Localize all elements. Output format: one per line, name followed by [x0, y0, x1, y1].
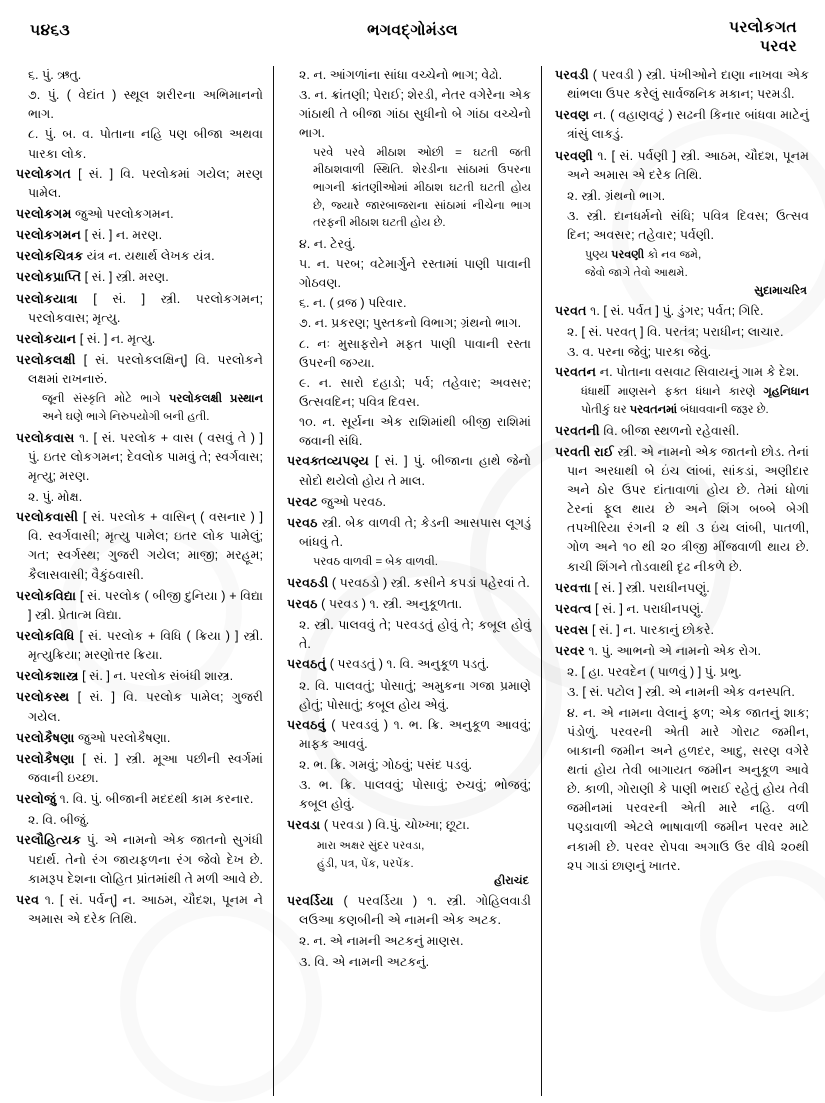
- dictionary-entry: [16, 247, 263, 266]
- dictionary-entry: [555, 443, 809, 577]
- headword: પરલોકૈષણા: [16, 751, 75, 766]
- dictionary-entry: [16, 429, 263, 486]
- dictionary-entry: [287, 655, 531, 674]
- verse-line: હુંડી, પત્ર, પેંક, પરપેંક.: [317, 857, 414, 870]
- sense-line: ૩. વ. પરના જેવું; પારકા જેવું.: [567, 344, 712, 359]
- definition-text: [ સં. ] સ્ત્રી. મરણ.: [81, 270, 169, 285]
- definition-text: ( પરવઠડો ) સ્ત્રી. કસીને કપડાં પહેરવાં તે.: [328, 575, 530, 590]
- headword: પરવઠડી: [287, 575, 329, 590]
- sense-line: ૯. ન. સારો દહાડો; પર્વ; તહેવાર; અવસર; ઉત્સવદિન; પવિત્ર દિવસ.: [299, 375, 531, 410]
- headword: પરવ: [16, 892, 40, 907]
- dictionary-entry: [16, 205, 263, 224]
- dictionary-entry: [16, 268, 263, 287]
- sense-line: ૩. વિ. એ નામની અટકનું.: [299, 954, 430, 969]
- sense-line: ૨. સ્ત્રી. ગ્રંથનો ભાગ.: [567, 188, 666, 203]
- definition-text: [ સં. ] સ્ત્રી. પરલોકગમન; પરલોકવાસ; મૃત્યુ.: [28, 291, 263, 325]
- definition-text: સ્ત્રી. એ નામનો એક જાતનો છોડ. તેનાં પાન અરધાથી બે ઇંચ લાંબાં, સાંકડાં, અણીદાર અને ઠોર ઉપર દાંતાવાળાં હોય છે. તેમાં ધોળાં ટેરનાં ફૂલ થાય છે અને શિંગ બબ્બે બેગી તપખીરિયા રંગની ૨ થી ૩ ઇંચ લાંબી, પાતળી, ગોળ અને ૧૦ થી ૨૦ ત્રીજી મીંજવાળી થાય છે. કાચી શિંગને તોડવાથી દૃઢ નીકળે છે.: [567, 444, 809, 574]
- dictionary-entry: [16, 330, 263, 349]
- sense-line: ૮. પું. બ. વ. પોતાના નહિ પણ બીજા અથવા પારકા લોક.: [28, 127, 263, 161]
- definition-text: જુઓ પરવઠ.: [317, 494, 386, 509]
- definition-text: [ સં. ] પું. બીજાના હાથે જેનો સોદો થયેલો હોય તે માલ.: [299, 454, 531, 488]
- dictionary-entry: [287, 514, 531, 552]
- definition-text: [ સં. ] વિ. પરલોકમાં ગયેલ; મરણ પામેલ.: [28, 166, 263, 200]
- headword: પરલોકશાસ્ત્ર: [16, 669, 79, 684]
- headword: પરલોકલક્ષી: [16, 352, 76, 367]
- headword: પરલોકગમન: [16, 228, 82, 243]
- verse-line: જેવો જાગે તેવો આથમે.: [585, 267, 688, 280]
- definition-text: ન. પોતાના વસવાટ સિવાયનું ગામ કે દેશ.: [596, 365, 800, 380]
- dictionary-entry: [555, 422, 809, 441]
- verse-line: મારા અક્ષર સુંદર પરવડા,: [317, 839, 425, 852]
- headword: પરલોકવાસ: [16, 430, 75, 445]
- definition-text: જુઓ પરલોકૈષણા.: [74, 730, 171, 745]
- citation-block: પ્રસ્થાન જૂની સંસ્કૃતિ મોટે ભાગે પરલોકલક્ષી અને ઘણે ભાગે નિરુપયોગી બની હતી.: [42, 393, 263, 423]
- headword: પરવત્તા: [555, 580, 592, 595]
- definition-text: [ સં. ] સ્ત્રી. પરાધીનપણું.: [591, 580, 710, 595]
- catchword-first: પરલોકગત: [728, 19, 797, 36]
- definition-text: ન. ( વહાણવટું ) સઢની કિનાર બાંધવા માટેનું ત્રાંસું લાકડું.: [567, 108, 809, 142]
- headword: પરલોકવિધિ: [16, 629, 75, 643]
- definition-text: [ સં. ] ન. મૃત્યુ.: [76, 331, 156, 346]
- definition-text: ૧. [ સં. પર્વણી ] સ્ત્રી. આઠમ, ચૌદશ, પૂનમ અને અમાસ એ દરેક તિથિ.: [567, 148, 809, 182]
- dictionary-entry: [555, 600, 809, 619]
- definition-text: [ સં. ] ન. પરલોક સંબંધી શાસ્ત્ર.: [78, 669, 234, 684]
- dictionary-entry: [16, 351, 263, 389]
- running-head: [16, 14, 809, 66]
- definition-text: [ સં. પરલોક + વાસિન્ ( વસનાર ) ] વિ. સ્વર્ગવાસી; મૃત્યુ પામેલ; ઇતર લોક પામેલું; ગત; સ્વર્ગસ્થ; ગુજરી ગયેલ; માજી; મરહૂમ; કૈલાસવાસી; વૈકુંઠવાસી.: [28, 510, 263, 582]
- headword: પરલોકગમ: [16, 206, 72, 221]
- definition-text: [ સં. પરલોક + વિધિ ( ક્રિયા ) ] સ્ત્રી. મૃત્યુક્રિયા; મરણોત્તર ક્રિયા.: [28, 629, 263, 663]
- sense-line: ૬. પું. ઋતુ.: [28, 68, 82, 82]
- headword: પરલોકૈષણા: [16, 730, 75, 745]
- definition-text: વિ. બીજા સ્થળનો રહેવાસી.: [599, 423, 740, 438]
- catchword-last: પરવર: [760, 38, 797, 56]
- definition-text: ૧. વિ. પું. બીજાની મદદથી કામ કરનાર.: [56, 792, 254, 807]
- headword: પરવત: [555, 303, 587, 318]
- definition-text: [ સં. ] સ્ત્રી. મૂઆ પછીની સ્વર્ગમાં જવાની ઇચ્છા.: [28, 751, 263, 785]
- citation-block: પરવે પરવે મીઠાશ ઓછી = ઘટતી જતી મીઠાશવાળી સ્થિતિ. શેરડીના સાંઠામાં ઉપરના ભાગની ક્રાંતણીઓમાં મીઠાશ ઘટતી ઘટતી હોય છે, જ્યારે જારબાજરાના સાંઠામાં નીચેના ભાગ તરફની મીઠાશ ઘટતી હોય છે.: [313, 146, 531, 230]
- citation-source: ગૃહનિધાન: [763, 386, 809, 399]
- headword: પરવર્ડિયા: [287, 894, 334, 909]
- verse-source: સુદામાચરિત્ર: [754, 284, 807, 297]
- dictionary-entry: [555, 642, 809, 661]
- dictionary-entry: [287, 892, 531, 930]
- column-1: [16, 66, 273, 1096]
- sense-line: ૭. ન. પ્રકરણ; પુસ્તકનો વિભાગ; ગ્રંથનો ભાગ.: [299, 316, 522, 331]
- dictionary-entry: [287, 493, 531, 512]
- sense-line: ૨. સ્ત્રી. પાલવવું તે; પરવડતું હોવું તે; કબૂલ હોવું તે.: [299, 618, 531, 652]
- headword: પરવઠતું: [287, 657, 327, 672]
- definition-text: ૧. પું. આભનો એ નામનો એક રોગ.: [584, 644, 762, 659]
- headword: પરવઠ: [287, 515, 318, 530]
- dictionary-entry: [287, 574, 531, 593]
- dictionary-entry: [555, 106, 809, 144]
- definition-text: ( પરવડતું ) ૧. વિ. અનુકૂળ પડતું.: [326, 657, 490, 672]
- headword: પરલોજું: [16, 792, 57, 807]
- page-number: ૫૪૬૩: [30, 22, 70, 39]
- dictionary-entry: [555, 579, 809, 598]
- headword: પરવર: [555, 644, 585, 659]
- headword: પરલોકપ્રાપ્તિ: [16, 270, 82, 285]
- citation-block: ગૃહનિધાન ધંધાર્થી માણસને ફક્ત ધંધાને કારણે પોતીકું ઘર પરવતનમાં બંધાવવાની જરૂર છે.: [581, 386, 809, 416]
- sense-line: ૨. [ સં. પરવત્ ] વિ. પરતંત્ર; પરાધીન; લાચાર.: [567, 324, 784, 339]
- dictionary-entry: [555, 66, 809, 104]
- headword: પરવડા: [287, 817, 321, 832]
- headword: પરવસ: [555, 623, 589, 637]
- definition-text: યંત્ર ન. યથાર્થ લેખક યંત્ર.: [83, 249, 215, 264]
- verse-quotation: [555, 246, 809, 299]
- definition-text: [ સં. ] ન. પારકાનું છોકરે.: [588, 623, 715, 637]
- definition-text: જુઓ પરલોકગમન.: [71, 206, 174, 221]
- headword: પરવક્તવ્યપણ્ય: [287, 454, 370, 469]
- headword: પરવડી: [555, 68, 589, 82]
- book-title: ભગવદ્ગોમંડલ: [367, 22, 458, 39]
- dictionary-entry: [287, 716, 531, 754]
- headword: પરલોકચિત્રક: [16, 249, 84, 264]
- definition-text: ૧. [ સં. પર્વન્] ન. આઠમ, ચૌદશ, પૂનમ ને અમાસ એ દરેક તિથિ.: [28, 892, 263, 926]
- headword: પરલોકવિદ્યા: [16, 588, 77, 603]
- sense-line: ૪. ન. એ નામના વેલાનું ફળ; એક જાતનું શાક; પંડોળું. પરવરની એતી મારે ગોરાટ જમીન, બાકાની જમીન અને હળદર, આદુ, સરણ વગેરે થતાં હોય તેવી બાગાયત જમીન અનુકૂળ આવે છે. કાળી, ગોરાણી કે પાણી ભરાઈ રહેતું હોય તેવી જમીનમાં પરવરની એતી મારે નહિ. વળી પણ્ડાવાળી એટલે ભાષાવાળી જમીન પરવર માટે નકામી છે. પરવર રોપવા અગાઉ ઉર વીધે ૨૦થી ૨૫ ગાડાં છાણનું ખાતર.: [567, 705, 809, 873]
- headword: પરવટ: [287, 494, 318, 509]
- sense-line: ૨. [ હા. પરવદેન ( પાળવું ) ] પું. પ્રભુ.: [567, 665, 742, 680]
- headword: પરલોકયાત્રા: [16, 291, 78, 306]
- sense-line: ૩. ન. ક્રાંતણી; પેરાઈ; શેરડી, નેતર વગેરેના એક ગાંઠાથી તે બીજા ગાંઠા સુધીનો બે ગાંઠા વચ્ચેનો ભાગ.: [299, 88, 531, 141]
- headword: પરવતી રાઈ: [555, 444, 614, 459]
- quoted-keyword: પરલોકલક્ષી: [169, 393, 222, 406]
- headword: પરવત્વ: [555, 601, 592, 616]
- dictionary-entry: [16, 831, 263, 888]
- definition-text: ૧. [ સં. પરલોક + વાસ ( વસવું તે ) ] પું. ઇતર લોકગમન; દેવલોક પામવું તે; સ્વર્ગવાસ; મૃત્યુ; મરણ.: [28, 430, 263, 483]
- dictionary-entry: [16, 891, 263, 929]
- dictionary-entry: [16, 587, 263, 625]
- headword: પરવતન: [555, 365, 597, 380]
- sense-line: ૭. પું. ( વેદાંત ) સ્થૂલ શરીરના અભિમાનનો ભાગ.: [28, 88, 263, 122]
- column-container: [16, 66, 809, 1096]
- dictionary-entry: [16, 729, 263, 748]
- sense-line: ૩. ભ. ક્રિ. પાલવવું; પોસાવું; રુચવું; ભોજવું; કબૂલ હોવું.: [299, 778, 531, 812]
- sense-line: ૨. પું. મોક્ષ.: [28, 490, 83, 505]
- headword: પરલોકસ્થ: [16, 690, 70, 705]
- sense-line: ૨. ન. આંગળાંના સાંધા વચ્ચેનો ભાગ; વેઢો.: [299, 68, 503, 82]
- dictionary-entry: [555, 363, 809, 382]
- definition-text: ( પરવર્ડિયા ) ૧. સ્ત્રી. ગોહિલવાડી લઉઆ કણબીની એ નામની એક અટક.: [299, 894, 531, 928]
- sense-line: ૨. ન. એ નામની અટકનું માણસ.: [299, 934, 464, 949]
- headword: પરલૌહિત્યક: [16, 833, 82, 848]
- dictionary-entry: [16, 790, 263, 809]
- sense-line: ૫. ન. પરબ; વટેમાર્ગુને રસ્તામાં પાણી પાવાની ગોઠવણ.: [299, 257, 531, 291]
- dictionary-entry: [555, 147, 809, 185]
- definition-text: [ સં. ] ન. પરાધીનપણું.: [591, 601, 704, 616]
- definition-text: [ સં. ] વિ. પરલોક પામેલ; ગુજરી ગયેલ.: [28, 690, 263, 724]
- headword: પરવઠ: [287, 596, 318, 611]
- dictionary-entry: [287, 816, 531, 835]
- headword: પરવણ: [555, 108, 590, 123]
- dictionary-entry: [16, 226, 263, 245]
- definition-text: ( પરવડી ) સ્ત્રી. પંખીઓને દાણા નાખવા એક થાંભલા ઉપર કરેલું સાર્વજનિક મકાન; પરમડી.: [567, 68, 809, 102]
- definition-text: ૧. [ સં. પર્વત ] પું. ડુંગર; પર્વત; ગિરિ.: [586, 303, 764, 318]
- headword: પરવતની: [555, 423, 600, 438]
- sense-line: ૧૦. ન. સૂર્યના એક રાશિમાંથી બીજી રાશિમાં જવાની સંધિ.: [299, 415, 531, 449]
- catchword-block: [729, 18, 797, 57]
- definition-text: [ સં. પરલોકલક્ષિન્] વિ. પરલોકને લક્ષમાં રાખનારું.: [28, 352, 263, 387]
- sense-line: ૬. ન. ( વ્રજ ) પરિવાર.: [299, 296, 407, 311]
- dictionary-entry: [16, 627, 263, 665]
- sense-line: ૩. [ સં. પટોલ ] સ્ત્રી. એ નામની એક વનસ્પતિ.: [567, 685, 795, 700]
- citation-block: પરવઠ વાળવી = બેક વાળવી.: [313, 556, 438, 569]
- sense-line: ૨. વિ. બીજું.: [28, 813, 90, 828]
- dictionary-entry: [16, 165, 263, 203]
- definition-text: સ્ત્રી. બેક વાળવી તે; કેડની આસપાસ લૂગડું બાંધવું તે.: [299, 515, 531, 550]
- sense-line: ૮. નઃ મુસાફરોને મફત પાણી પાવાની રસ્તા ઉપરની જગ્યા.: [299, 336, 531, 370]
- sense-line: ૩. સ્ત્રી. દાનધર્મનો સંધિ; પવિત્ર દિવસ; ઉત્સવ દિન; અવસર; તહેવાર; પર્વણી.: [567, 208, 809, 243]
- definition-text: પું. એ નામનો એક જાતનો સુગંધી પદાર્થ. તેનો રંગ જાયફળના રંગ જેવો દેખ છે. કામરૂપ દેશના લોહિત પ્રાંતમાંથી તે મળી આવે છે.: [28, 833, 263, 886]
- dictionary-entry: [16, 508, 263, 585]
- definition-text: [ સં. ] ન. મરણ.: [81, 228, 163, 243]
- dictionary-entry: [287, 595, 531, 614]
- quoted-keyword: પરવણી: [611, 249, 645, 262]
- sense-line: ૪. ન. ટેરવું.: [299, 236, 356, 251]
- verse-quotation: [287, 837, 531, 890]
- dictionary-entry: [16, 688, 263, 726]
- headword: પરલોકવાસી: [16, 510, 79, 525]
- dictionary-entry: [16, 667, 263, 686]
- definition-text: ( પરવડ ) ૧. સ્ત્રી. અનુકૂળતા.: [317, 596, 462, 611]
- verse-source: હીરાચંદ: [494, 874, 529, 887]
- definition-text: ( પરવડા ) વિ.પું. ચોખ્ખા; છૂટા.: [320, 817, 470, 832]
- citation-source: પ્રસ્થાન: [229, 393, 263, 406]
- headword: પરલોકયાન: [16, 331, 77, 346]
- definition-text: ( પરવડવું ) ૧. ભ. ક્રિ. અનુકૂળ આવવું; માફક આવવું.: [299, 717, 531, 751]
- definition-text: [ સં. પરલોક ( બીજી દુનિયા ) + વિદ્યા ] સ્ત્રી. પ્રેતાત્મ વિદ્યા.: [28, 588, 263, 622]
- sense-line: ૨. ભ. ક્રિ. ગમવું; ગોઠવું; પસંદ પડવું.: [299, 758, 472, 773]
- dictionary-entry: [287, 452, 531, 490]
- dictionary-entry: [16, 750, 263, 788]
- verse-line: પુણ્ય પરવણી કો નવ જમે,: [585, 249, 702, 262]
- dictionary-entry: [555, 621, 809, 640]
- sense-line: ૨. વિ. પાલવતું; પોસાતું; અમુકના ગજા પ્રમાણે હોતું; પોસાતું; કબૂલ હોય એવું.: [299, 678, 531, 712]
- column-3: [541, 66, 809, 1096]
- headword: પરલોકગત: [16, 166, 71, 181]
- column-2: [273, 66, 541, 1096]
- dictionary-entry: [16, 290, 263, 328]
- dictionary-entry: [555, 302, 809, 321]
- headword: પરવણી: [555, 148, 593, 163]
- headword: પરવઠવું: [287, 717, 326, 732]
- quoted-keyword: પરવતનમાં: [629, 403, 677, 416]
